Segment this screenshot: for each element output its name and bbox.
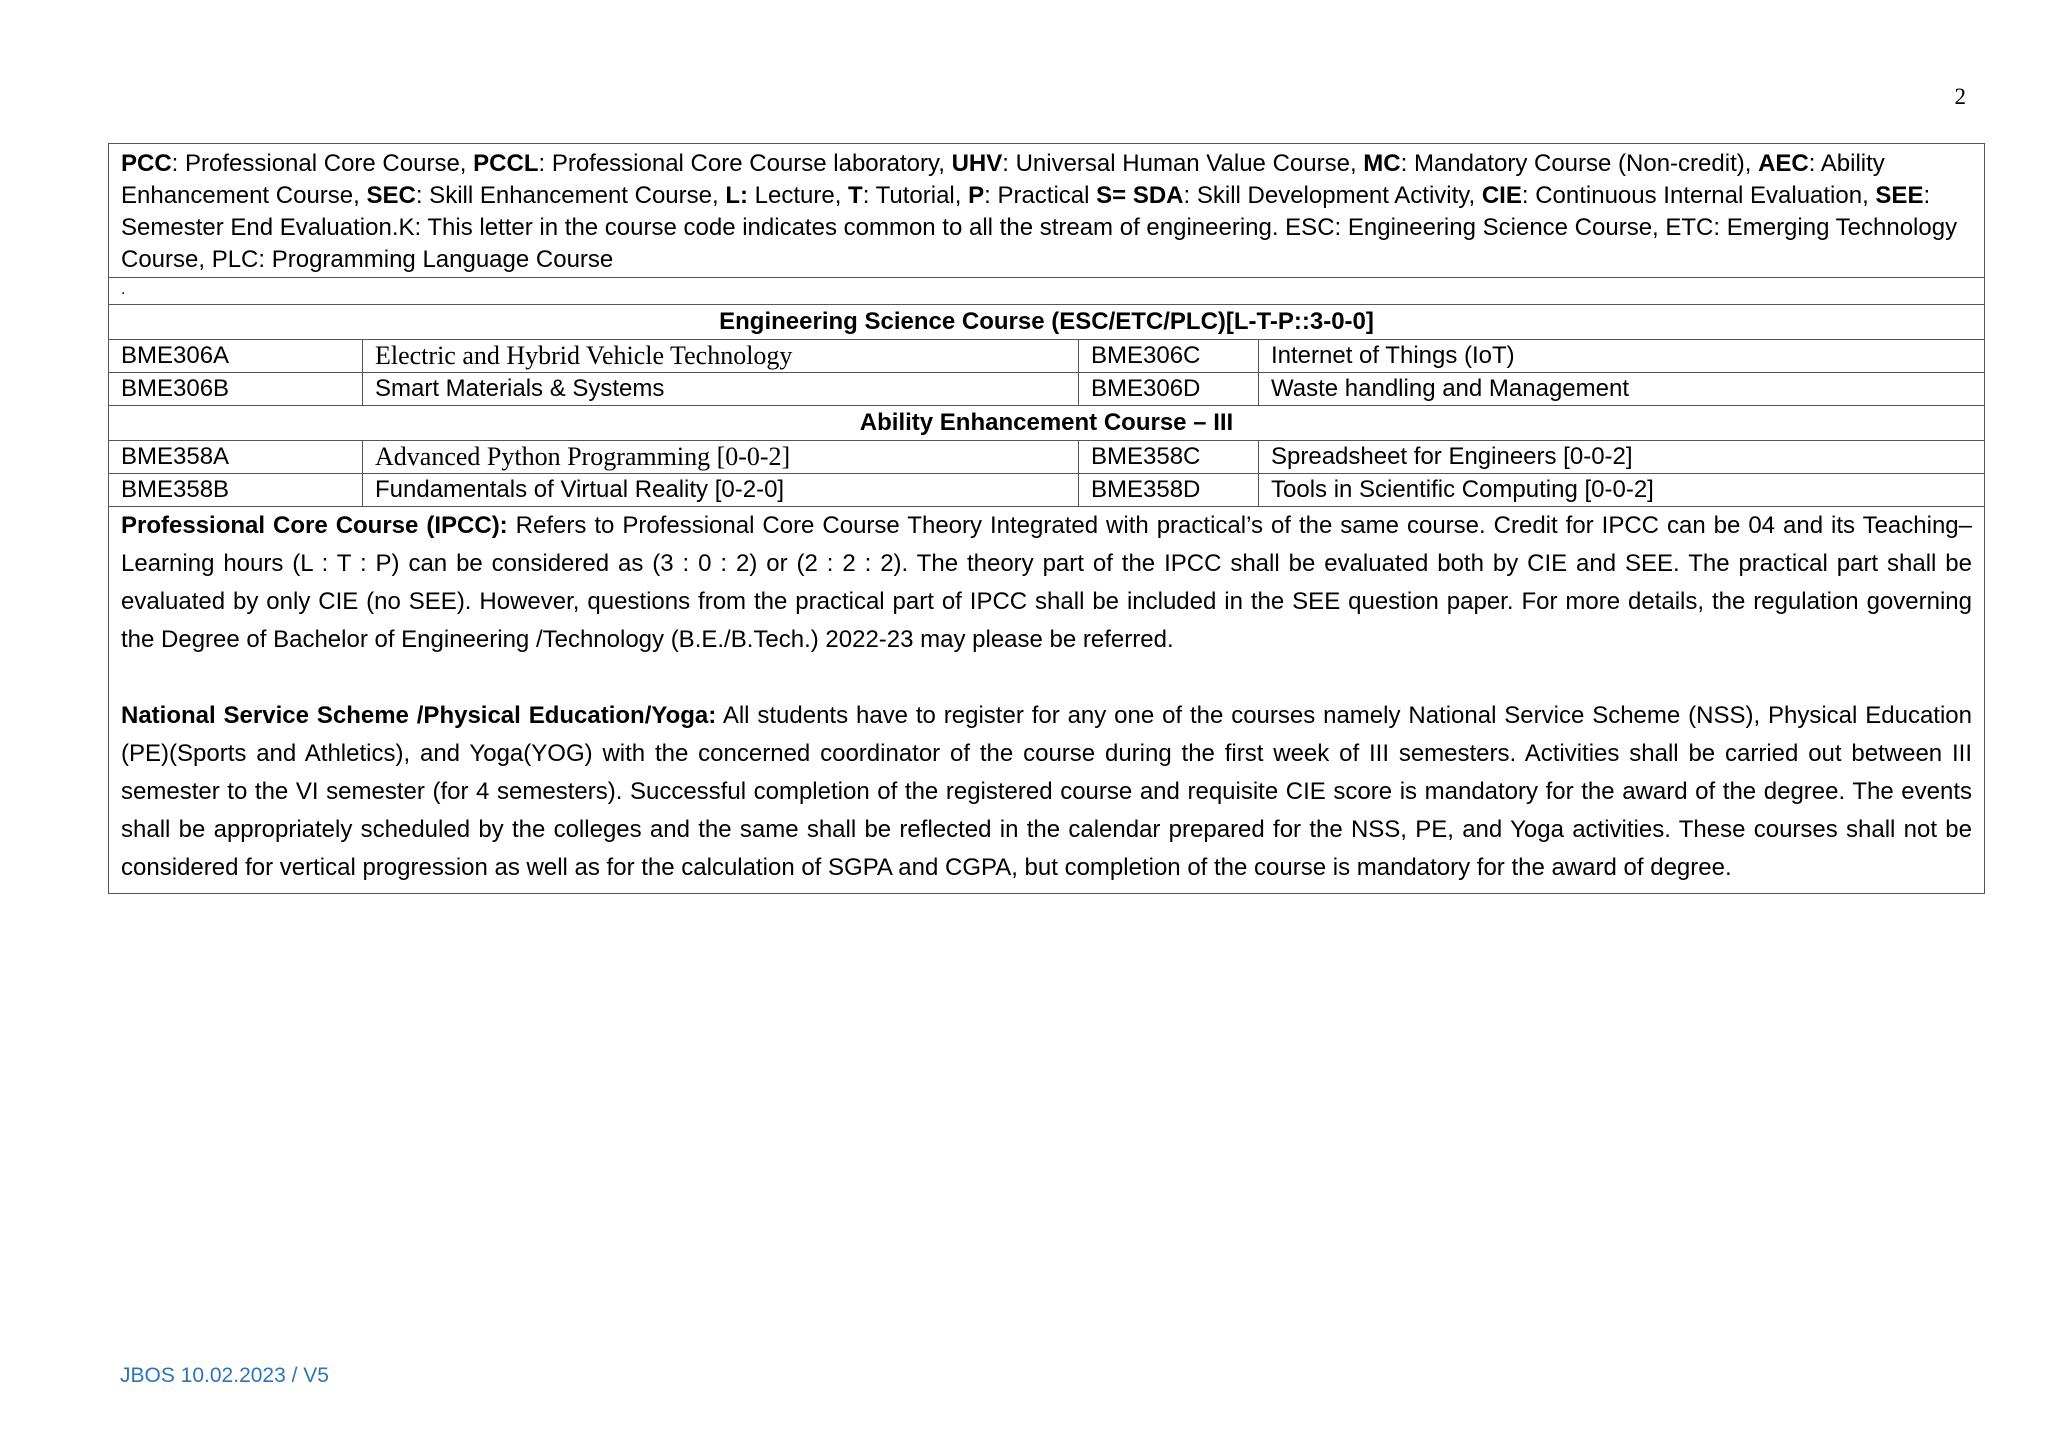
course-code: BME306A <box>109 340 363 373</box>
abbreviation-legend <box>109 144 1985 278</box>
table-row <box>109 441 1985 474</box>
course-code: BME306B <box>109 373 363 406</box>
legend-term: SEE: Semester End Evaluation.K: This letter in the course code indicates common to all the stream of engineering. ESC: Engineering Science Course, ETC: Emerging Technology Course, PLC: Programming Language Course <box>121 182 1958 273</box>
notes-row <box>109 507 1985 894</box>
course-name: Electric and Hybrid Vehicle Technology <box>363 340 1079 373</box>
page-number: 2 <box>1954 84 1966 109</box>
separator-row <box>109 278 1985 305</box>
esc-section-heading: Engineering Science Course (ESC/ETC/PLC)[L-T-P::3-0-0] <box>109 305 1985 340</box>
legend-term: PCCL: Professional Core Course laboratory, <box>473 150 952 177</box>
legend-term: MC: Mandatory Course (Non-credit), <box>1363 150 1759 177</box>
course-code: BME358A <box>109 441 363 474</box>
aec-section-heading: Ability Enhancement Course – III <box>109 406 1985 441</box>
legend-term: PCC: Professional Core Course, <box>121 150 474 177</box>
course-code: BME358D <box>1079 474 1259 507</box>
table-row <box>109 340 1985 373</box>
legend-term: UHV: Universal Human Value Course, <box>951 150 1364 177</box>
course-code: BME306C <box>1079 340 1259 373</box>
course-name: Internet of Things (IoT) <box>1259 340 1985 373</box>
legend-term: SEC: Skill Enhancement Course, <box>366 182 726 209</box>
course-name: Tools in Scientific Computing [0-0-2] <box>1259 474 1985 507</box>
legend-row <box>109 144 1985 278</box>
nss-note <box>121 697 1972 887</box>
legend-term: L: Lecture, <box>725 182 849 209</box>
separator-cell: . <box>109 278 1985 305</box>
legend-term: P: Practical <box>968 182 1097 209</box>
nss-note-text: All students have to register for any one of the courses namely National Service Scheme (NSS), Physical Education (PE)(Sports and Athletics), and Yoga(YOG) with the concerned coordinator of the course during the first week of III semesters. Activities shall be carried out between III semester to the VI semester (for 4 semesters). Successful completion of the registered course and requisite CIE score is mandatory for the award of the degree. The events shall be appropriately scheduled by the colleges and the same shall be reflected in the calendar prepared for the NSS, PE, and Yoga activities. These courses shall not be considered for vertical progression as well as for the calculation of SGPA and CGPA, but completion of the course is mandatory for the award of degree. <box>121 702 1972 881</box>
ipcc-note-text: Refers to Professional Core Course Theory Integrated with practical’s of the same course. Credit for IPCC can be 04 and its Teaching–Learning hours (L : T : P) can be considered as (3 : 0 : 2) or (2 : 2 : 2). The theory part of the IPCC shall be evaluated both by CIE and SEE. The practical part shall be evaluated by only CIE (no SEE). However, questions from the practical part of IPCC shall be included in the SEE question paper. For more details, the regulation governing the Degree of Bachelor of Engineering /Technology (B.E./B.Tech.) 2022-23 may please be referred. <box>121 512 1972 653</box>
ipcc-note <box>121 507 1972 659</box>
course-code: BME306D <box>1079 373 1259 406</box>
aec-heading-row <box>109 406 1985 441</box>
nss-note-title: National Service Scheme /Physical Education/Yoga: <box>121 702 717 729</box>
curriculum-table <box>108 143 1985 894</box>
ipcc-note-title: Professional Core Course (IPCC): <box>121 512 508 539</box>
course-code: BME358B <box>109 474 363 507</box>
table-row <box>109 373 1985 406</box>
legend-term: S= SDA: Skill Development Activity, <box>1096 182 1482 209</box>
legend-term: CIE: Continuous Internal Evaluation, <box>1481 182 1876 209</box>
course-name: Waste handling and Management <box>1259 373 1985 406</box>
footer-version: JBOS 10.02.2023 / V5 <box>120 1364 329 1387</box>
course-code: BME358C <box>1079 441 1259 474</box>
notes-cell <box>109 507 1985 894</box>
legend-term: T: Tutorial, <box>848 182 969 209</box>
legend-term: AEC: Ability Enhancement Course, <box>121 150 1885 209</box>
course-name: Spreadsheet for Engineers [0-0-2] <box>1259 441 1985 474</box>
paragraph-gap <box>121 659 1972 697</box>
table-row <box>109 474 1985 507</box>
course-name: Advanced Python Programming [0-0-2] <box>363 441 1079 474</box>
course-name: Fundamentals of Virtual Reality [0-2-0] <box>363 474 1079 507</box>
course-name: Smart Materials & Systems <box>363 373 1079 406</box>
esc-heading-row <box>109 305 1985 340</box>
